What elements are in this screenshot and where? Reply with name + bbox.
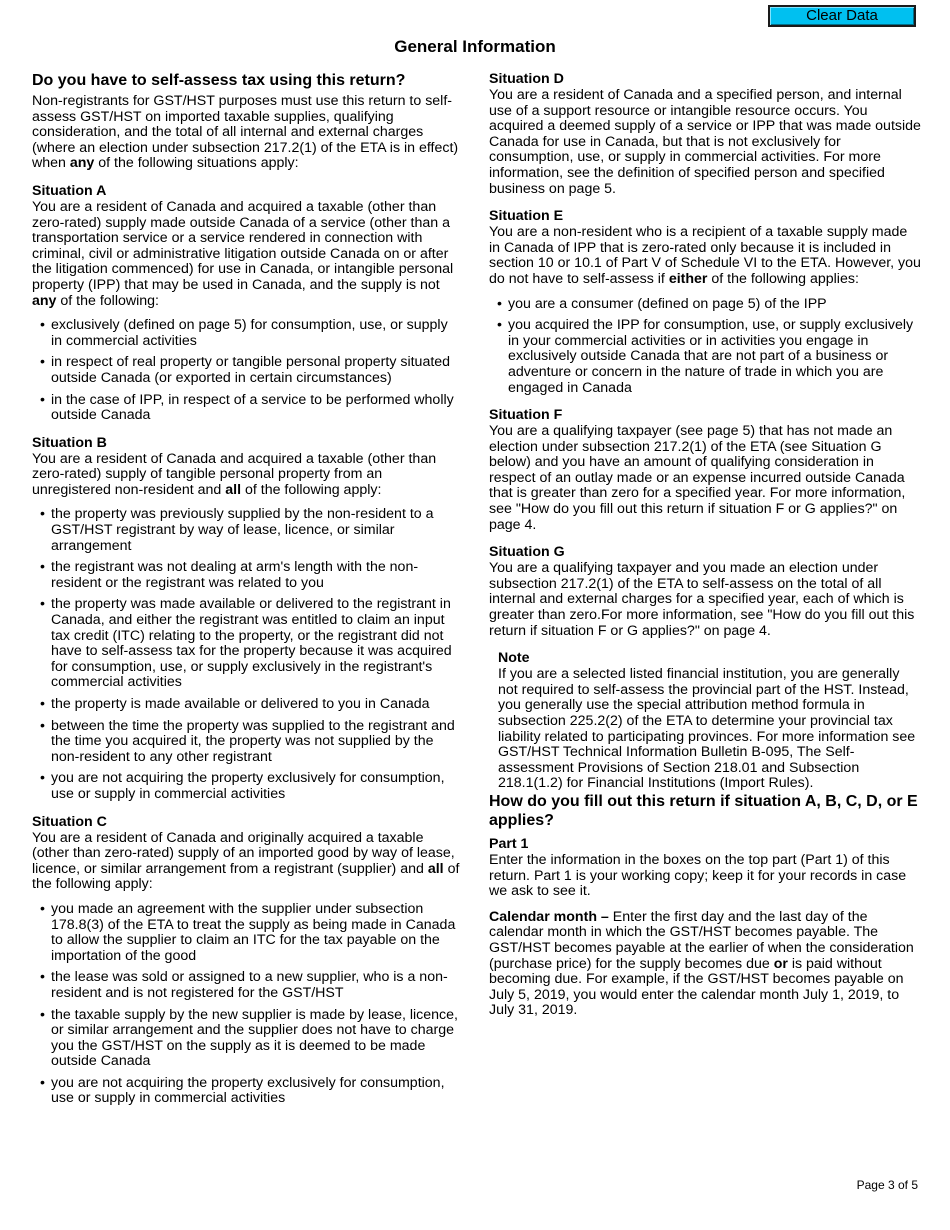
page-number: Page 3 of 5: [856, 1178, 918, 1192]
calendar-month-text: Calendar month – Enter the first day and the last day of the calendar month in which the GST/HST becomes payable. The GST/HST becomes payable at the earlier of when the consideration (purchase price) for the supply becomes due or is paid without becoming due. For example, if the GST/HST becomes payable on July 5, 2019, you would enter the calendar month July 1, 2019, to July 31, 2019.: [489, 908, 914, 1019]
how-to-fill-heading: How do you fill out this return if situation A, B, C, D, or E applies?: [489, 792, 918, 829]
bullet-icon: •: [40, 354, 45, 371]
bullet-icon: •: [40, 506, 45, 523]
situation-g-heading: Situation G: [489, 544, 565, 561]
list-item: • exclusively (defined on page 5) for consumption, use, or supply in commercial activities: [40, 317, 448, 349]
list-item: • the registrant was not dealing at arm's length with the non-resident or the registrant was related to you: [40, 559, 419, 591]
situation-f-text: You are a qualifying taxpayer (see page 5) that has not made an election under subsection 217.2(1) of the ETA (see Situation G below) and you have an amount of qualifying consideration in respect of an outlay made or an expense incurred outside Canada that is greater than zero for a specified year. For more information, see "How do you fill out this return if situation F or G applies?" on page 4.: [489, 423, 906, 533]
list-item: • you made an agreement with the supplier under subsection 178.8(3) of the ETA to treat the supply as being made in Canada to allow the supplier to claim an ITC for the tax payable on the importation of the good: [40, 900, 456, 964]
bullet-icon: •: [40, 596, 45, 613]
bullet-icon: •: [40, 770, 45, 787]
situation-b-text: You are a resident of Canada and acquired a taxable (other than zero-rated) supply of tangible personal property from an unregistered non-resident and all of the following apply:: [32, 450, 437, 498]
bullet-icon: •: [40, 1074, 45, 1091]
list-item: • you are not acquiring the property exclusively for consumption, use or supply in commercial activities: [40, 1074, 445, 1107]
part-1-heading: Part 1: [489, 835, 529, 852]
list-item: • the lease was sold or assigned to a new supplier, who is a non-resident and is not registered for the GST/HST: [40, 969, 448, 1001]
situation-f-heading: Situation F: [489, 407, 563, 424]
situation-e-text: You are a non-resident who is a recipient of a taxable supply made in Canada of IPP that is zero-rated only because it is included in section 10 or 10.1 of Part V of Schedule VI to the ETA. However, you do not have to self-assess if either of the following applies:: [489, 224, 921, 287]
situation-d-heading: Situation D: [489, 71, 564, 87]
situation-c-list: [32, 902, 462, 1107]
left-column: [32, 71, 462, 1113]
situation-e-list: [489, 297, 921, 397]
bullet-icon: •: [40, 1006, 45, 1023]
situation-g-text: You are a qualifying taxpayer and you made an election under subsection 217.2(1) of the ETA to self-assess on the total of all internal and external charges for a specified year, each of which is greater than zero.For more information, see "How do you fill out this return if situation F or G applies?" on page 4.: [489, 560, 915, 639]
list-item: • you acquired the IPP for consumption, use, or supply exclusively in your commercial activities or in activities you engage in exclusively outside Canada that are not part of a business or adventure or concern in the nature of trade in which you are engaged in Canada: [497, 317, 914, 396]
situation-d-text: You are a resident of Canada and a specified person, and internal use of a support resource or intangible resource occurs. You acquired a deemed supply of a service or IPP that was made outside Canada for use in Canada, but that is not exclusively for consumption, use, or supply in commercial activities. For more information, see the definition of specified person and specified business on page 5.: [489, 87, 921, 197]
list-item: • the taxable supply by the new supplier is made by lease, licence, or similar arrangement and the supplier does not have to charge you the GST/HST on the supply as it is deemed to be made outside Canada: [40, 1006, 458, 1070]
situation-a-list: [32, 318, 462, 424]
note-heading: Note: [498, 650, 530, 667]
situation-a-text: You are a resident of Canada and acquired a taxable (other than zero-rated) supply made outside Canada of a service (other than a transportation service or a service rendered in connection with criminal, civil or administrative litigation outside Canada on or after the litigation commenced) for use in Canada, or intangible personal property (IPP) that may be used in Canada, and the supply is not any of the following:: [32, 198, 454, 309]
bullet-icon: •: [497, 317, 502, 334]
situation-a-heading: Situation A: [32, 182, 107, 199]
page-title: General Information: [394, 37, 556, 56]
clear-data-button[interactable]: Clear Data: [768, 5, 916, 27]
situation-c-heading: Situation C: [32, 813, 107, 830]
intro-paragraph: Non-registrants for GST/HST purposes must use this return to self-assess GST/HST on imported taxable supplies, qualifying consideration, and the total of all internal and external charges (where an election under subsection 217.2(1) of the ETA is in effect) when any of the following situations apply:: [32, 93, 459, 172]
self-assess-question-heading: Do you have to self-assess tax using this return?: [32, 72, 406, 89]
situation-b-list: [32, 507, 462, 802]
bullet-icon: •: [40, 391, 45, 408]
list-item: • you are a consumer (defined on page 5) of the IPP: [497, 295, 827, 312]
list-item: • in respect of real property or tangible personal property situated outside Canada (or exported in certain circumstances): [40, 354, 451, 386]
note-text: If you are a selected listed financial institution, you are generally not required to self-assess the provincial part of the HST. Instead, you generally use the special attribution method formula in subsection 225.2(2) of the ETA to determine your provincial tax liability related to participating provinces. For more information see GST/HST Technical Information Bulletin B-095, The Self-assessment Provisions of Section 218.01 and Subsection 218.1(1.2) for Financial Institutions (Import Rules).: [498, 666, 916, 792]
list-item: • the property was made available or delivered to the registrant in Canada, and either the registrant was entitled to claim an input tax credit (ITC) relating to the property, or the registrant did not have to self-assess tax for the property because it was acquired for consumption, use, or supply exclusively in the registrant's commercial activities: [40, 596, 452, 691]
right-column: [489, 71, 921, 1019]
list-item: • the property was previously supplied by the non-resident to a GST/HST registrant by way of lease, licence, or similar arrangement: [40, 506, 434, 554]
part-1-text: Enter the information in the boxes on the top part (Part 1) of this return. Part 1 is your working copy; keep it for your records in case we ask to see it.: [489, 851, 907, 900]
list-item: • the property is made available or delivered to you in Canada: [40, 696, 430, 712]
list-item: • in the case of IPP, in respect of a service to be performed wholly outside Canada: [40, 391, 454, 424]
situation-b-heading: Situation B: [32, 434, 107, 451]
list-item: • between the time the property was supplied to the registrant and the time you acquired it, the property was not supplied by the non-resident to any other registrant: [40, 717, 455, 765]
situation-c-text: You are a resident of Canada and originally acquired a taxable (other than zero-rated) supply of an imported good by way of lease, licence, or similar arrangement from a registrant (supplier) and all of the following apply:: [32, 829, 460, 893]
bullet-icon: •: [40, 717, 45, 734]
bullet-icon: •: [40, 559, 45, 576]
list-item: • you are not acquiring the property exclusively for consumption, use or supply in commercial activities: [40, 770, 445, 802]
situation-e-heading: Situation E: [489, 208, 564, 225]
bullet-icon: •: [40, 317, 45, 334]
bullet-icon: •: [40, 900, 45, 917]
bullet-icon: •: [40, 696, 45, 712]
bullet-icon: •: [497, 295, 502, 312]
note-box: [498, 650, 921, 792]
bullet-icon: •: [40, 969, 45, 986]
